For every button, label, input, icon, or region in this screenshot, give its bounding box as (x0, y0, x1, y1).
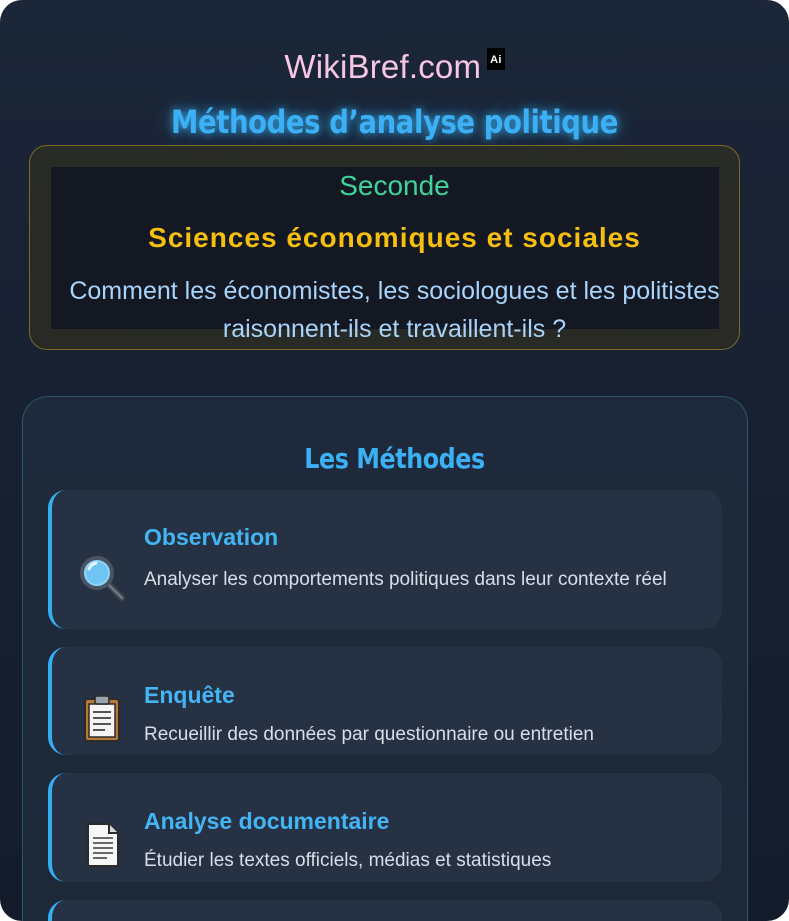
clipboard-icon (78, 694, 126, 742)
page-title: Méthodes d’analyse politique (171, 103, 618, 141)
level-label: Seconde (339, 170, 450, 201)
brand-logo[interactable] (0, 48, 789, 86)
method-description: Étudier les textes officiels, médias et statistiques (144, 850, 552, 871)
magnifying-glass-icon (78, 554, 126, 602)
document-icon (78, 821, 126, 869)
method-title: Observation (144, 524, 279, 550)
method-card-partial[interactable] (48, 900, 722, 921)
brand-name: WikiBref.com (284, 48, 482, 85)
ai-badge: Ai (487, 48, 504, 70)
method-description: Recueillir des données par questionnaire ou entretien (144, 724, 594, 745)
guiding-question: Comment les économistes, les sociologues et les politistes raisonnent-ils et travaillent-ils ? (69, 277, 720, 343)
subject-label: Sciences économiques et sociales (148, 222, 641, 253)
method-description: Analyser les comportements politiques dans leur contexte réel (144, 569, 667, 590)
method-title: Analyse documentaire (144, 808, 390, 834)
methods-heading: Les Méthodes (304, 442, 485, 475)
method-card-enquete[interactable] (48, 647, 722, 755)
method-card-observation[interactable] (48, 490, 722, 629)
method-card-analyse-documentaire[interactable] (48, 773, 722, 882)
method-title: Enquête (144, 682, 235, 708)
